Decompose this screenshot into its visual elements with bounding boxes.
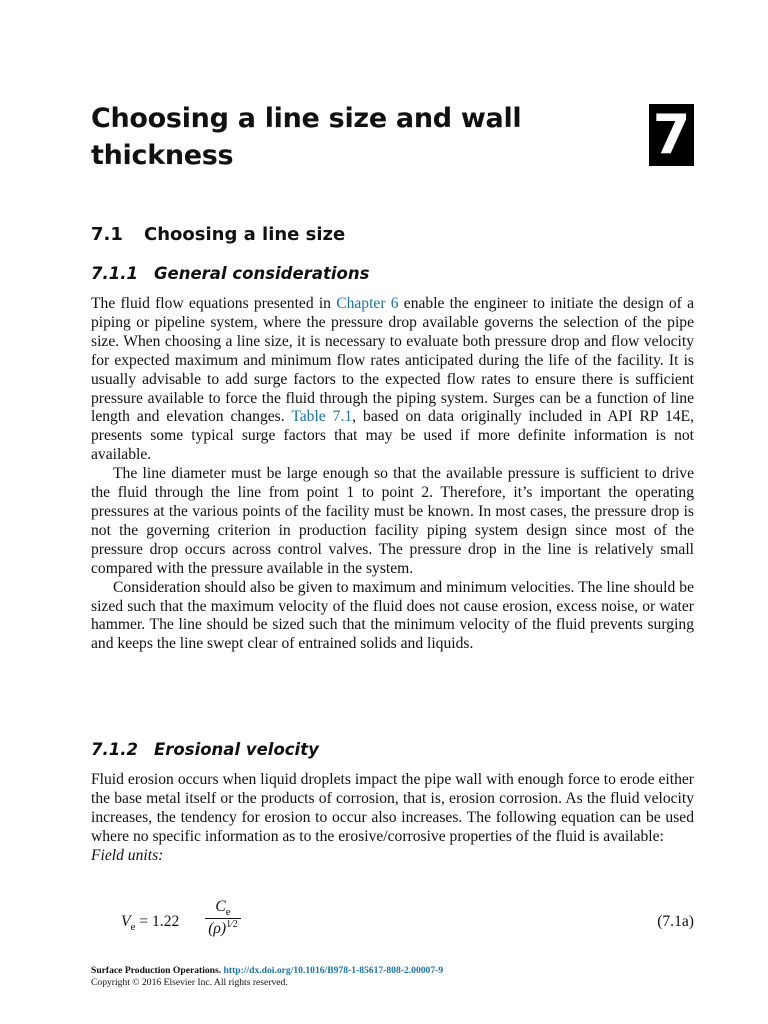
subsection-heading-7-1-2	[91, 740, 319, 759]
copyright-notice: Copyright © 2016 Elsevier Inc. All rights reserved.	[91, 977, 288, 988]
section-7-1-1-body	[91, 295, 694, 654]
paragraph: Consideration should also be given to maximum and minimum velocities. The line should be sized such that the maximum velocity of the fluid does not cause erosion, excess noise, or water hammer. The line should be sized such that the minimum velocity of the fluid prevents surging and keeps the line swept clear of entrained solids and liquids.	[91, 578, 694, 653]
subsection-title: Erosional velocity	[154, 740, 319, 759]
chapter-6-link[interactable]: Chapter 6	[336, 295, 399, 312]
doi-link[interactable]: http://dx.doi.org/10.1016/B978-1-85617-808-2.00007-9	[223, 965, 444, 976]
section-7-1-2-body	[91, 771, 694, 866]
table-7-1-link[interactable]: Table 7.1	[291, 408, 353, 426]
field-units-label: Field units:	[91, 846, 164, 864]
subsection-heading-7-1-1	[91, 264, 369, 283]
chapter-number-badge: 7	[649, 104, 694, 166]
subsection-number: 7.1.2	[91, 740, 138, 759]
page	[91, 0, 694, 1024]
fraction-numerator: $C_e$	[215, 898, 231, 919]
equation-fraction	[203, 898, 243, 939]
book-title: Surface Production Operations.	[91, 965, 222, 976]
chapter-title: Choosing a line size and wall thickness	[91, 103, 522, 171]
equation-lhs: $V_e = 1.22$	[121, 913, 180, 934]
section-heading-7-1	[91, 224, 345, 245]
page-footer	[91, 965, 694, 989]
section-title: Choosing a line size	[144, 224, 346, 245]
equation-label: (7.1a)	[657, 913, 694, 930]
paragraph: The fluid flow equations presented in Chapter 6 enable the engineer to initiate the design of a piping or pipeline system, where the pressure drop available governs the selection of the pipe size. When choosing a line size, it is necessary to evaluate both pressure drop and flow velocity for expected maximum and minimum flow rates anticipated during the life of the facility. It is usually advisable to add surge factors to the expected flow rates to ensure there is sufficient pressure available to force the fluid through the piping system. Surges can be a function of line length and elevation changes. Table 7.1, based on data originally included in API RP 14E, presents some typical surge factors that may be used if more definite information is not available.	[91, 295, 694, 464]
paragraph: The line diameter must be large enough so that the available pressure is sufficient to drive the fluid through the line from point 1 to point 2. Therefore, it’s important the operating pressures at the various points of the facility must be known. In most cases, the pressure drop is not the governing criterion in production facility piping system design since most of the pressure drop occurs across control valves. The pressure drop in the line is relatively small compared with the pressure available in the system.	[91, 465, 694, 577]
subsection-title: General considerations	[154, 264, 370, 283]
fraction-denominator: $(\rho)^{1⁄2}$	[208, 919, 238, 938]
subsection-number: 7.1.1	[91, 264, 138, 283]
section-number: 7.1	[91, 224, 123, 245]
paragraph: Fluid erosion occurs when liquid droplets impact the pipe wall with enough force to erode either the base metal itself or the products of corrosion, that is, erosion corrosion. As the fluid velocity increases, the tendency for erosion to occur also increases. The following equation can be used where no specific information as to the erosive/corrosive properties of the fluid is available:	[91, 771, 694, 845]
equation-7-1a	[121, 898, 694, 948]
